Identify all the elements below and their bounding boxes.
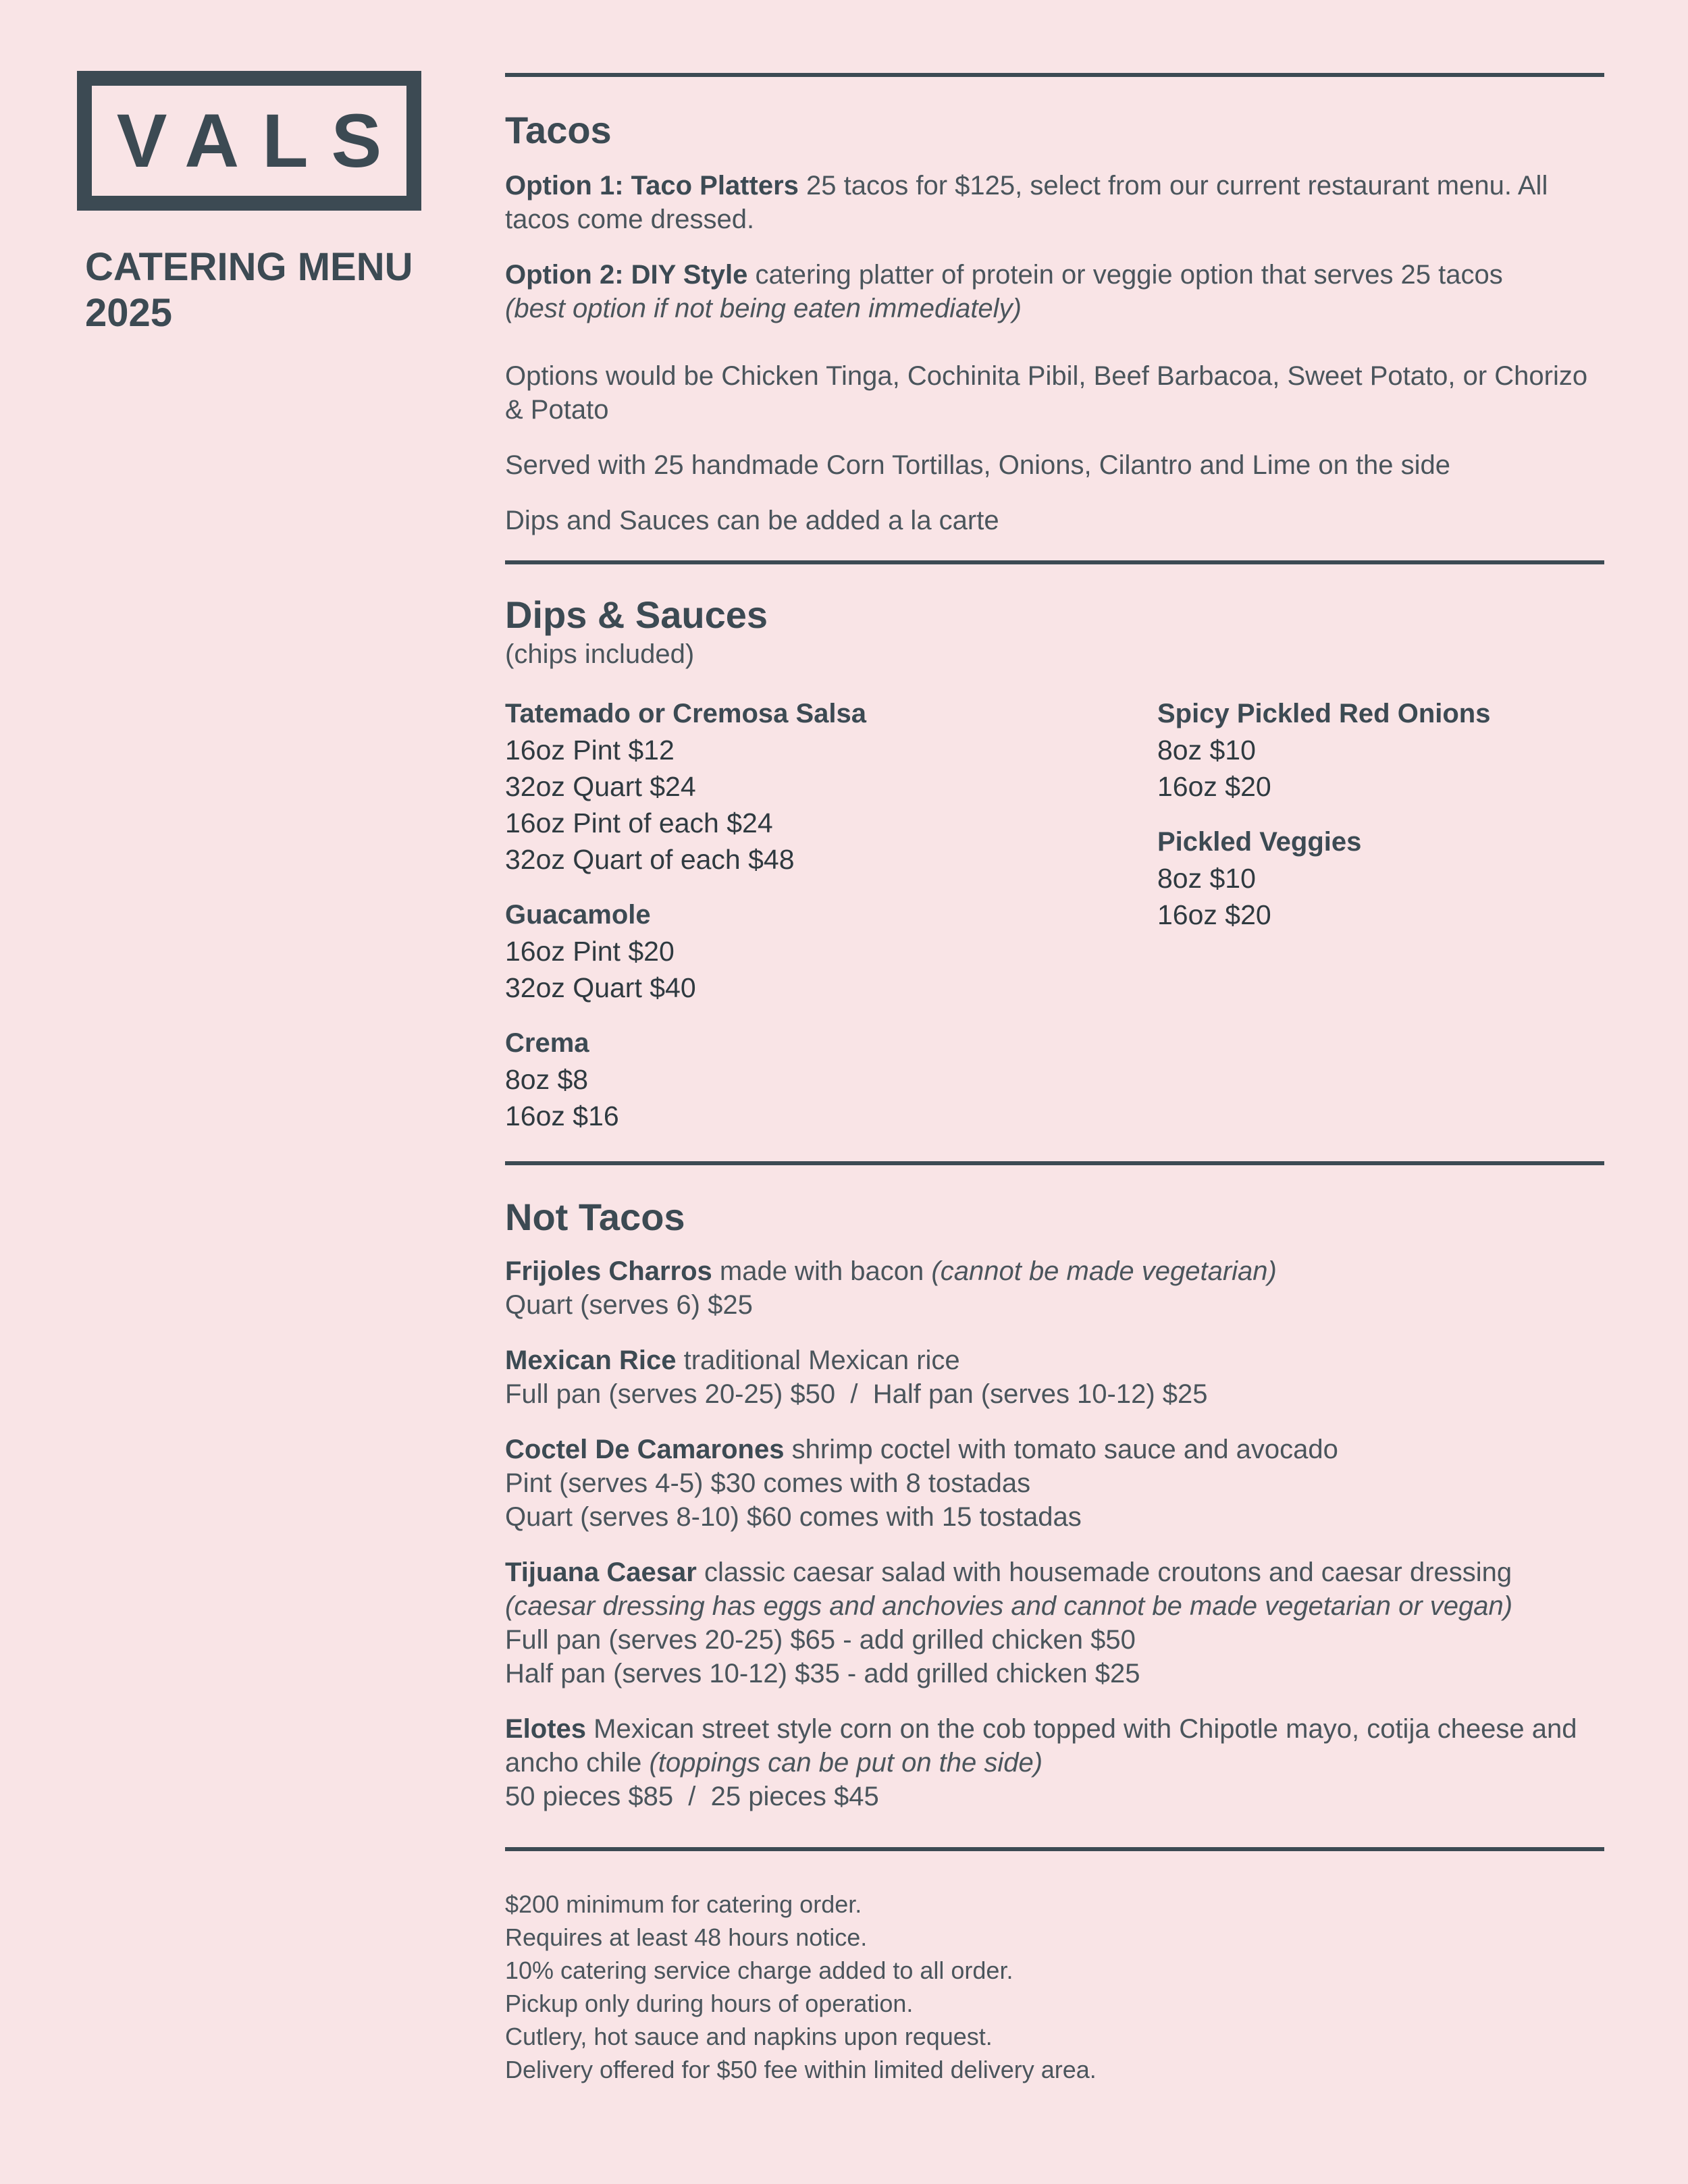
served-with-text: Served with 25 handmade Corn Tortillas, Onions, Cilantro and Lime on the side xyxy=(505,450,1451,480)
vals-logo xyxy=(77,71,421,211)
dips-heading: Dips & Sauces xyxy=(505,593,768,636)
dip-price: 32oz Quart of each $48 xyxy=(505,844,795,875)
dip-price: 16oz Pint $12 xyxy=(505,735,675,766)
dips-right-column xyxy=(1157,695,1603,1161)
dip-price: 32oz Quart $24 xyxy=(505,771,696,802)
dip-title: Guacamole xyxy=(505,900,651,930)
footer-line: $200 minimum for catering order. xyxy=(505,1890,862,1918)
dip-price: 16oz $16 xyxy=(505,1100,619,1131)
option1-text: 25 tacos for $125, select from our current restaurant menu. All tacos come dressed. xyxy=(505,171,1548,234)
item-price: Pint (serves 4-5) $30 comes with 8 tostadas xyxy=(505,1468,1031,1498)
dip-price: 16oz Pint of each $24 xyxy=(505,807,773,838)
footer-line: Pickup only during hours of operation. xyxy=(505,1990,914,2017)
taco-served-with xyxy=(505,448,1604,482)
tacos-heading: Tacos xyxy=(505,109,612,151)
tacos-section xyxy=(505,77,1604,537)
option2-title: Option 2: DIY Style xyxy=(505,260,748,290)
menu-title-year: 2025 xyxy=(85,291,173,335)
dip-price: 16oz $20 xyxy=(1157,899,1271,930)
option1-title: Option 1: Taco Platters xyxy=(505,171,799,201)
dip-price: 8oz $10 xyxy=(1157,735,1256,766)
item-note: (caesar dressing has eggs and anchovies and cannot be made vegetarian or vegan) xyxy=(505,1591,1513,1621)
taco-dips-note xyxy=(505,504,1604,537)
dip-item xyxy=(505,897,1157,1006)
item-price: Quart (serves 6) $25 xyxy=(505,1290,753,1320)
item-desc: traditional Mexican rice xyxy=(676,1346,960,1375)
menu-item xyxy=(505,1712,1604,1813)
footer-line: Cutlery, hot sauce and napkins upon request. xyxy=(505,2023,993,2050)
item-note: (cannot be made vegetarian) xyxy=(931,1256,1277,1286)
taco-options-text: Options would be Chicken Tinga, Cochinita Pibil, Beef Barbacoa, Sweet Potato, or Chorizo & Potato xyxy=(505,361,1588,425)
dip-price: 8oz $8 xyxy=(505,1064,589,1095)
option2-note: (best option if not being eaten immediately) xyxy=(505,294,1022,323)
menu-item xyxy=(505,1254,1604,1322)
item-price: Full pan (serves 20-25) $50 / Half pan (serves 10-12) $25 xyxy=(505,1379,1208,1409)
item-price: Half pan (serves 10-12) $35 - add grilled chicken $25 xyxy=(505,1659,1140,1688)
item-desc: made with bacon xyxy=(712,1256,932,1286)
item-note: (toppings can be put on the side) xyxy=(649,1748,1043,1778)
item-desc: classic caesar salad with housemade croutons and caesar dressing xyxy=(696,1557,1512,1587)
menu-item xyxy=(505,1343,1604,1411)
dip-title: Spicy Pickled Red Onions xyxy=(1157,699,1491,728)
option2-text: catering platter of protein or veggie option that serves 25 tacos xyxy=(747,260,1503,290)
dip-item xyxy=(505,1025,1157,1134)
item-name: Frijoles Charros xyxy=(505,1256,712,1286)
item-name: Mexican Rice xyxy=(505,1346,677,1375)
dip-title: Pickled Veggies xyxy=(1157,827,1362,857)
not-tacos-heading: Not Tacos xyxy=(505,1196,685,1238)
item-price: Quart (serves 8-10) $60 comes with 15 tostadas xyxy=(505,1502,1082,1532)
taco-option-1 xyxy=(505,169,1604,236)
menu-item xyxy=(505,1433,1604,1534)
dip-price: 32oz Quart $40 xyxy=(505,972,696,1003)
dips-subheading: (chips included) xyxy=(505,639,695,669)
logo-text: VALS xyxy=(116,98,405,183)
dip-price: 16oz $20 xyxy=(1157,771,1271,802)
taco-option-2 xyxy=(505,258,1604,325)
catering-menu-title xyxy=(85,244,436,336)
menu-content xyxy=(505,73,1604,2086)
dips-section xyxy=(505,564,1604,1161)
dip-price: 16oz Pint $20 xyxy=(505,936,675,967)
dips-left-column xyxy=(505,695,1157,1161)
menu-title-line1: CATERING MENU xyxy=(85,245,413,289)
item-name: Tijuana Caesar xyxy=(505,1557,697,1587)
dips-note-text: Dips and Sauces can be added a la carte xyxy=(505,506,999,535)
footer-notes xyxy=(505,1851,1604,2086)
dip-title: Crema xyxy=(505,1028,589,1058)
dip-item xyxy=(1157,695,1603,805)
item-desc: shrimp coctel with tomato sauce and avocado xyxy=(784,1435,1338,1464)
item-name: Elotes xyxy=(505,1714,587,1744)
item-desc: Mexican street style corn on the cob topped with Chipotle mayo, cotija cheese and ancho chile xyxy=(505,1714,1577,1778)
dip-price: 8oz $10 xyxy=(1157,863,1256,894)
taco-options-list xyxy=(505,359,1604,427)
item-name: Coctel De Camarones xyxy=(505,1435,785,1464)
menu-item xyxy=(505,1555,1604,1690)
item-price: Full pan (serves 20-25) $65 - add grilled chicken $50 xyxy=(505,1625,1136,1655)
dip-item xyxy=(1157,824,1603,933)
footer-line: Requires at least 48 hours notice. xyxy=(505,1923,868,1951)
not-tacos-section xyxy=(505,1165,1604,1813)
dip-title: Tatemado or Cremosa Salsa xyxy=(505,699,867,728)
dip-item xyxy=(505,695,1157,878)
item-price: 50 pieces $85 / 25 pieces $45 xyxy=(505,1782,879,1811)
footer-line: 10% catering service charge added to all order. xyxy=(505,1956,1013,1984)
footer-line: Delivery offered for $50 fee within limited delivery area. xyxy=(505,2056,1097,2083)
